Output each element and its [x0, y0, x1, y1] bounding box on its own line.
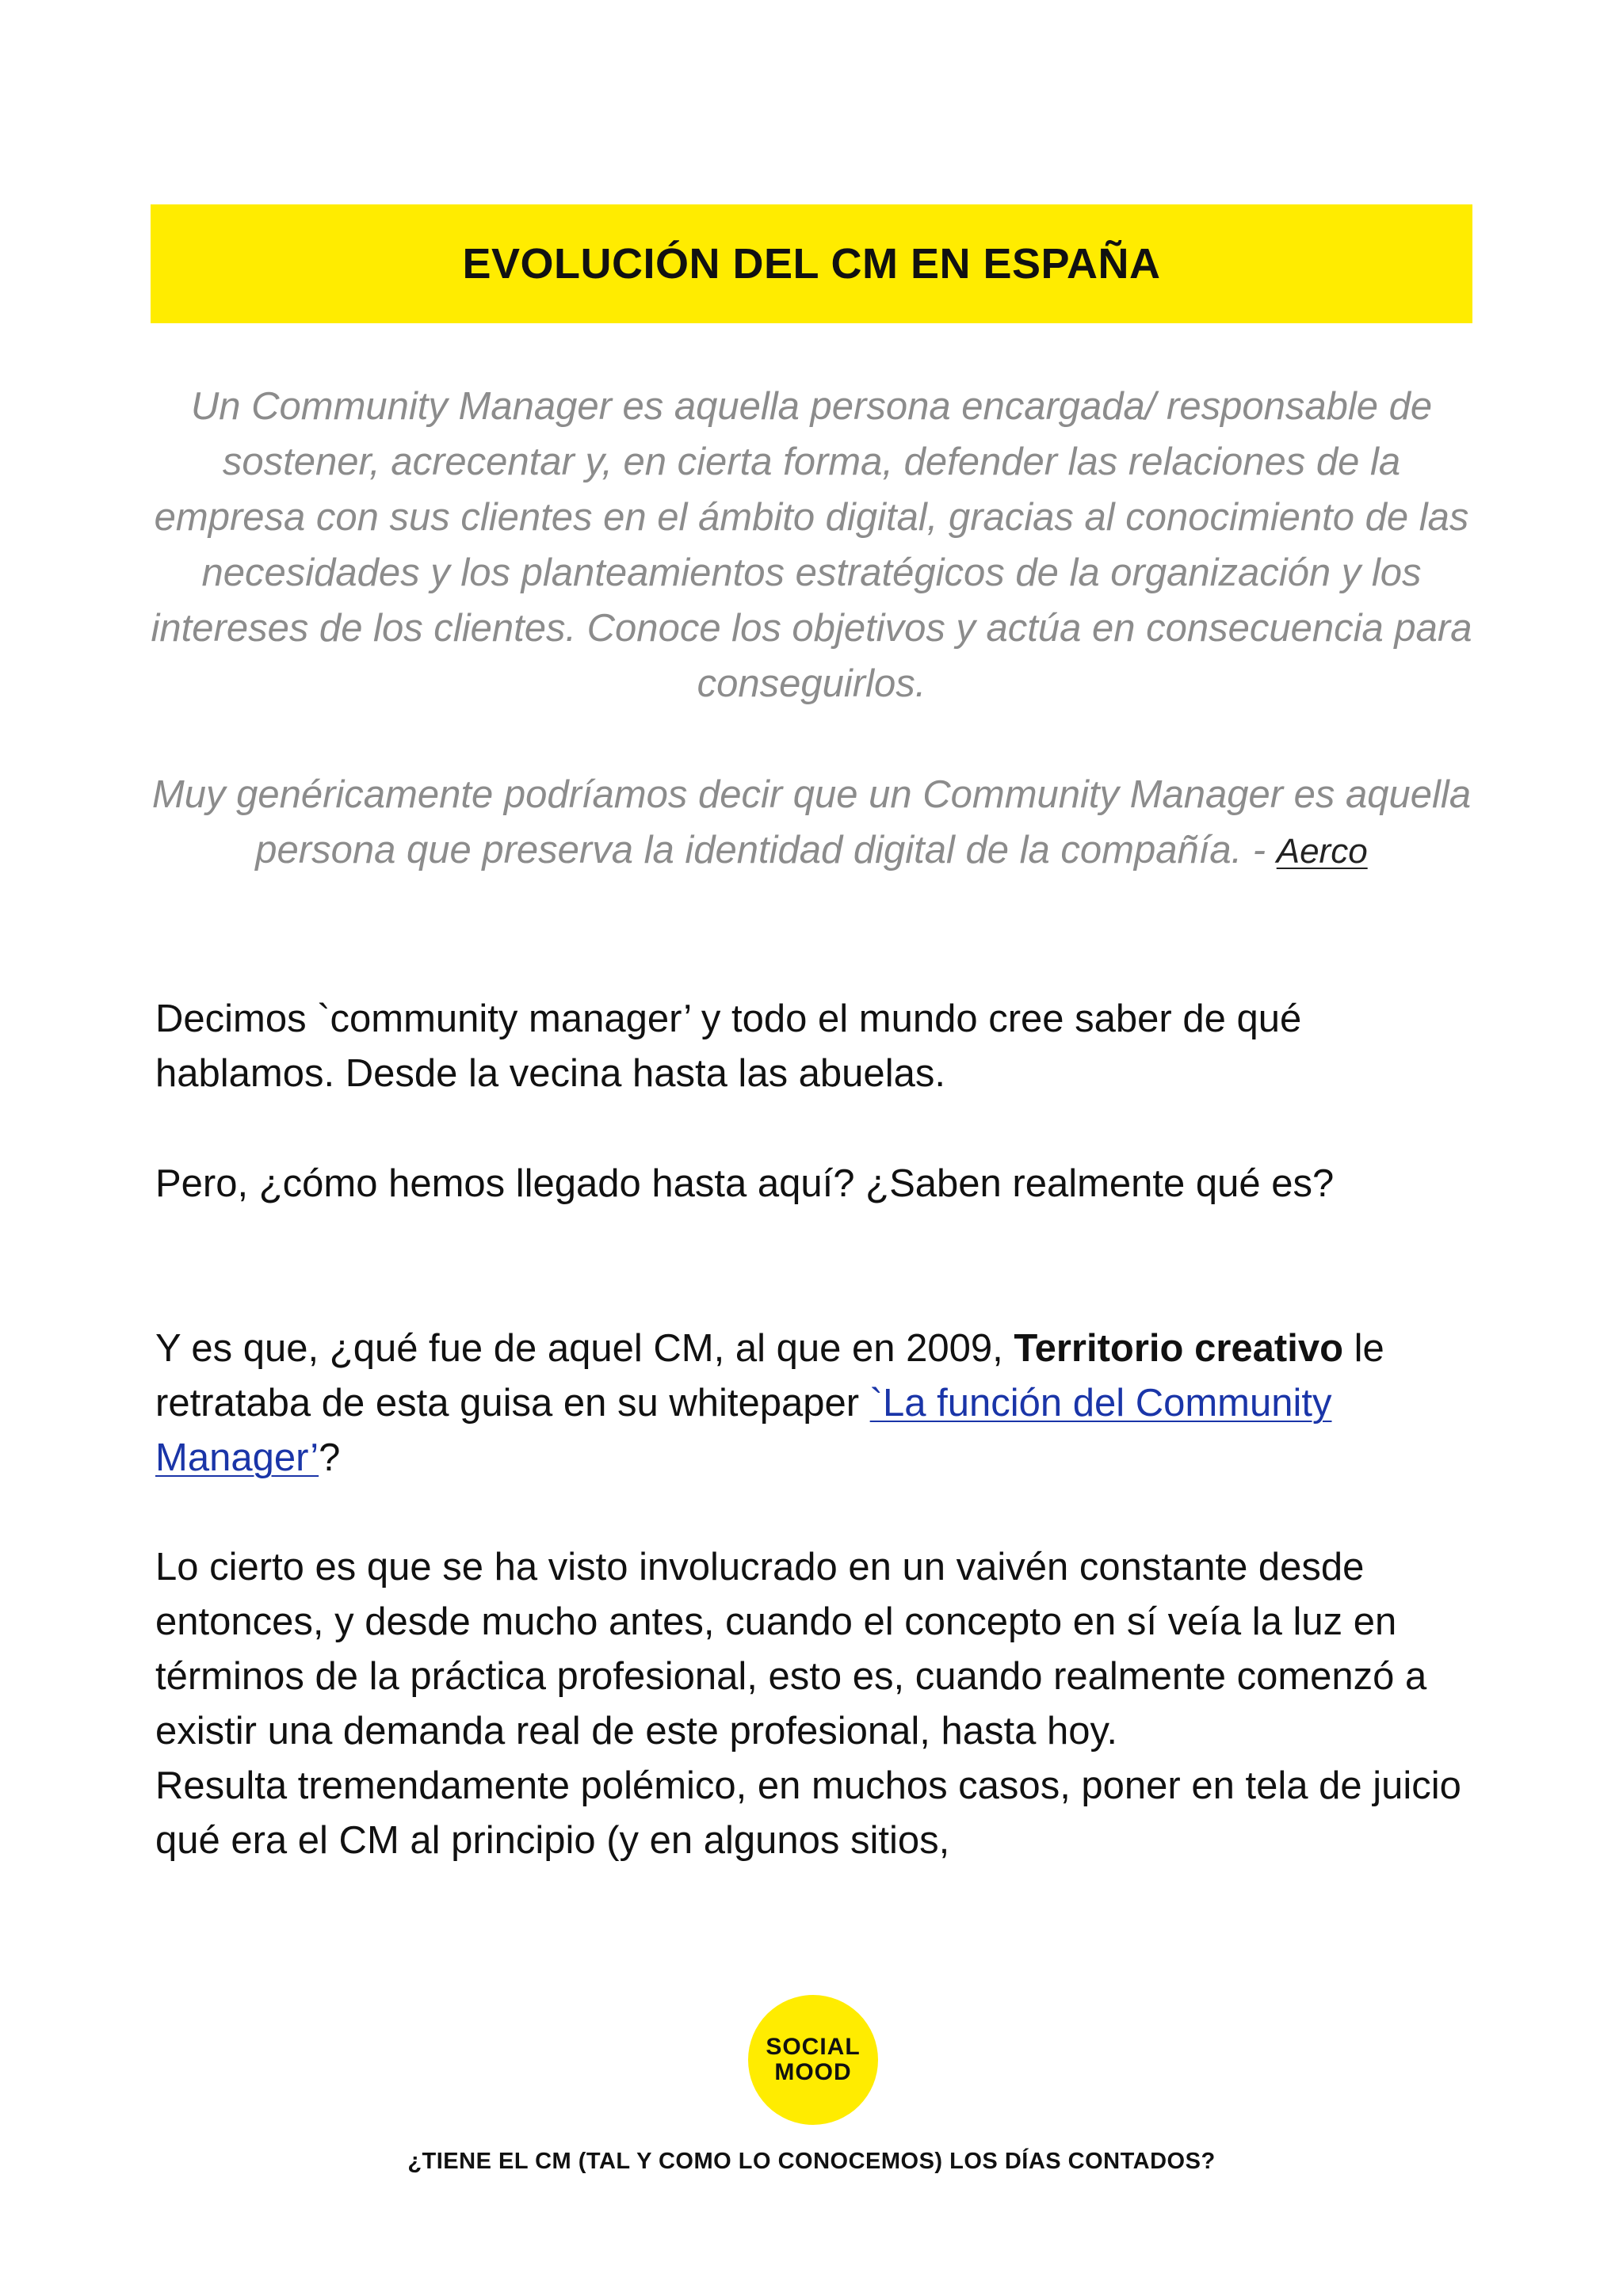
- social-mood-logo: [748, 1995, 878, 2125]
- page-title: EVOLUCIÓN DEL CM EN ESPAÑA: [462, 240, 1161, 288]
- body-paragraph-3-start: Y es que, ¿qué fue de aquel CM, al que en 2009,: [155, 1327, 1014, 1370]
- body-paragraph-4-a: Lo cierto es que se ha visto involucrado en un vaivén constante desde entonces, y desde mucho antes, cuando el concepto en sí veía la luz en términos de la práctica profesional, esto es, cuando realmente comenzó a existir una demanda real de este profesional, hasta hoy.: [155, 1546, 1427, 1753]
- territorio-creativo-bold: Territorio creativo: [1014, 1327, 1344, 1370]
- body-paragraph-2: Pero, ¿cómo hemos llegado hasta aquí? ¿Saben realmente qué es?: [155, 1162, 1335, 1205]
- body-paragraph-4-b: Resulta tremendamente polémico, en muchos casos, poner en tela de juicio qué era el CM al principio (y en algunos sitios,: [155, 1764, 1461, 1862]
- whitepaper-link[interactable]: `La función del Community Manager’: [155, 1382, 1332, 1479]
- logo-line-social: SOCIAL: [766, 2034, 861, 2060]
- logo-line-mood: MOOD: [774, 2059, 852, 2085]
- body-paragraph-3: [155, 1322, 1471, 1486]
- quote-source-link[interactable]: Aerco: [1276, 832, 1368, 871]
- body-paragraph-1: Decimos `community manager’ y todo el mundo cree saber de qué hablamos. Desde la vecina hasta las abuelas.: [155, 997, 1302, 1095]
- quote-paragraph-2: [151, 767, 1472, 879]
- title-banner: [151, 204, 1472, 323]
- body-paragraph-3-end: ?: [319, 1436, 341, 1479]
- quote-paragraph-1: Un Community Manager es aquella persona encargada/ responsable de sostener, acrecentar y, en cierta forma, defender las relaciones de la empresa con sus clientes en el ámbito digital, gracias al conocimiento de las necesidades y los planteamientos estratégicos de la organización y los intereses de los clientes. Conoce los objetivos y actúa en consecuencia para conseguirlos.: [151, 385, 1472, 705]
- footer-tagline: ¿TIENE EL CM (TAL Y COMO LO CONOCEMOS) LOS DÍAS CONTADOS?: [407, 2149, 1216, 2174]
- body-paragraph-3-middle: le retrataba de esta guisa en su whitepaper: [155, 1327, 1384, 1425]
- body-paragraph-4: [155, 1540, 1471, 1868]
- quote-paragraph-2-text: Muy genéricamente podríamos decir que un Community Manager es aquella persona que preserva la identidad digital de la compañía.: [151, 773, 1472, 871]
- quote-separator: -: [1242, 829, 1277, 871]
